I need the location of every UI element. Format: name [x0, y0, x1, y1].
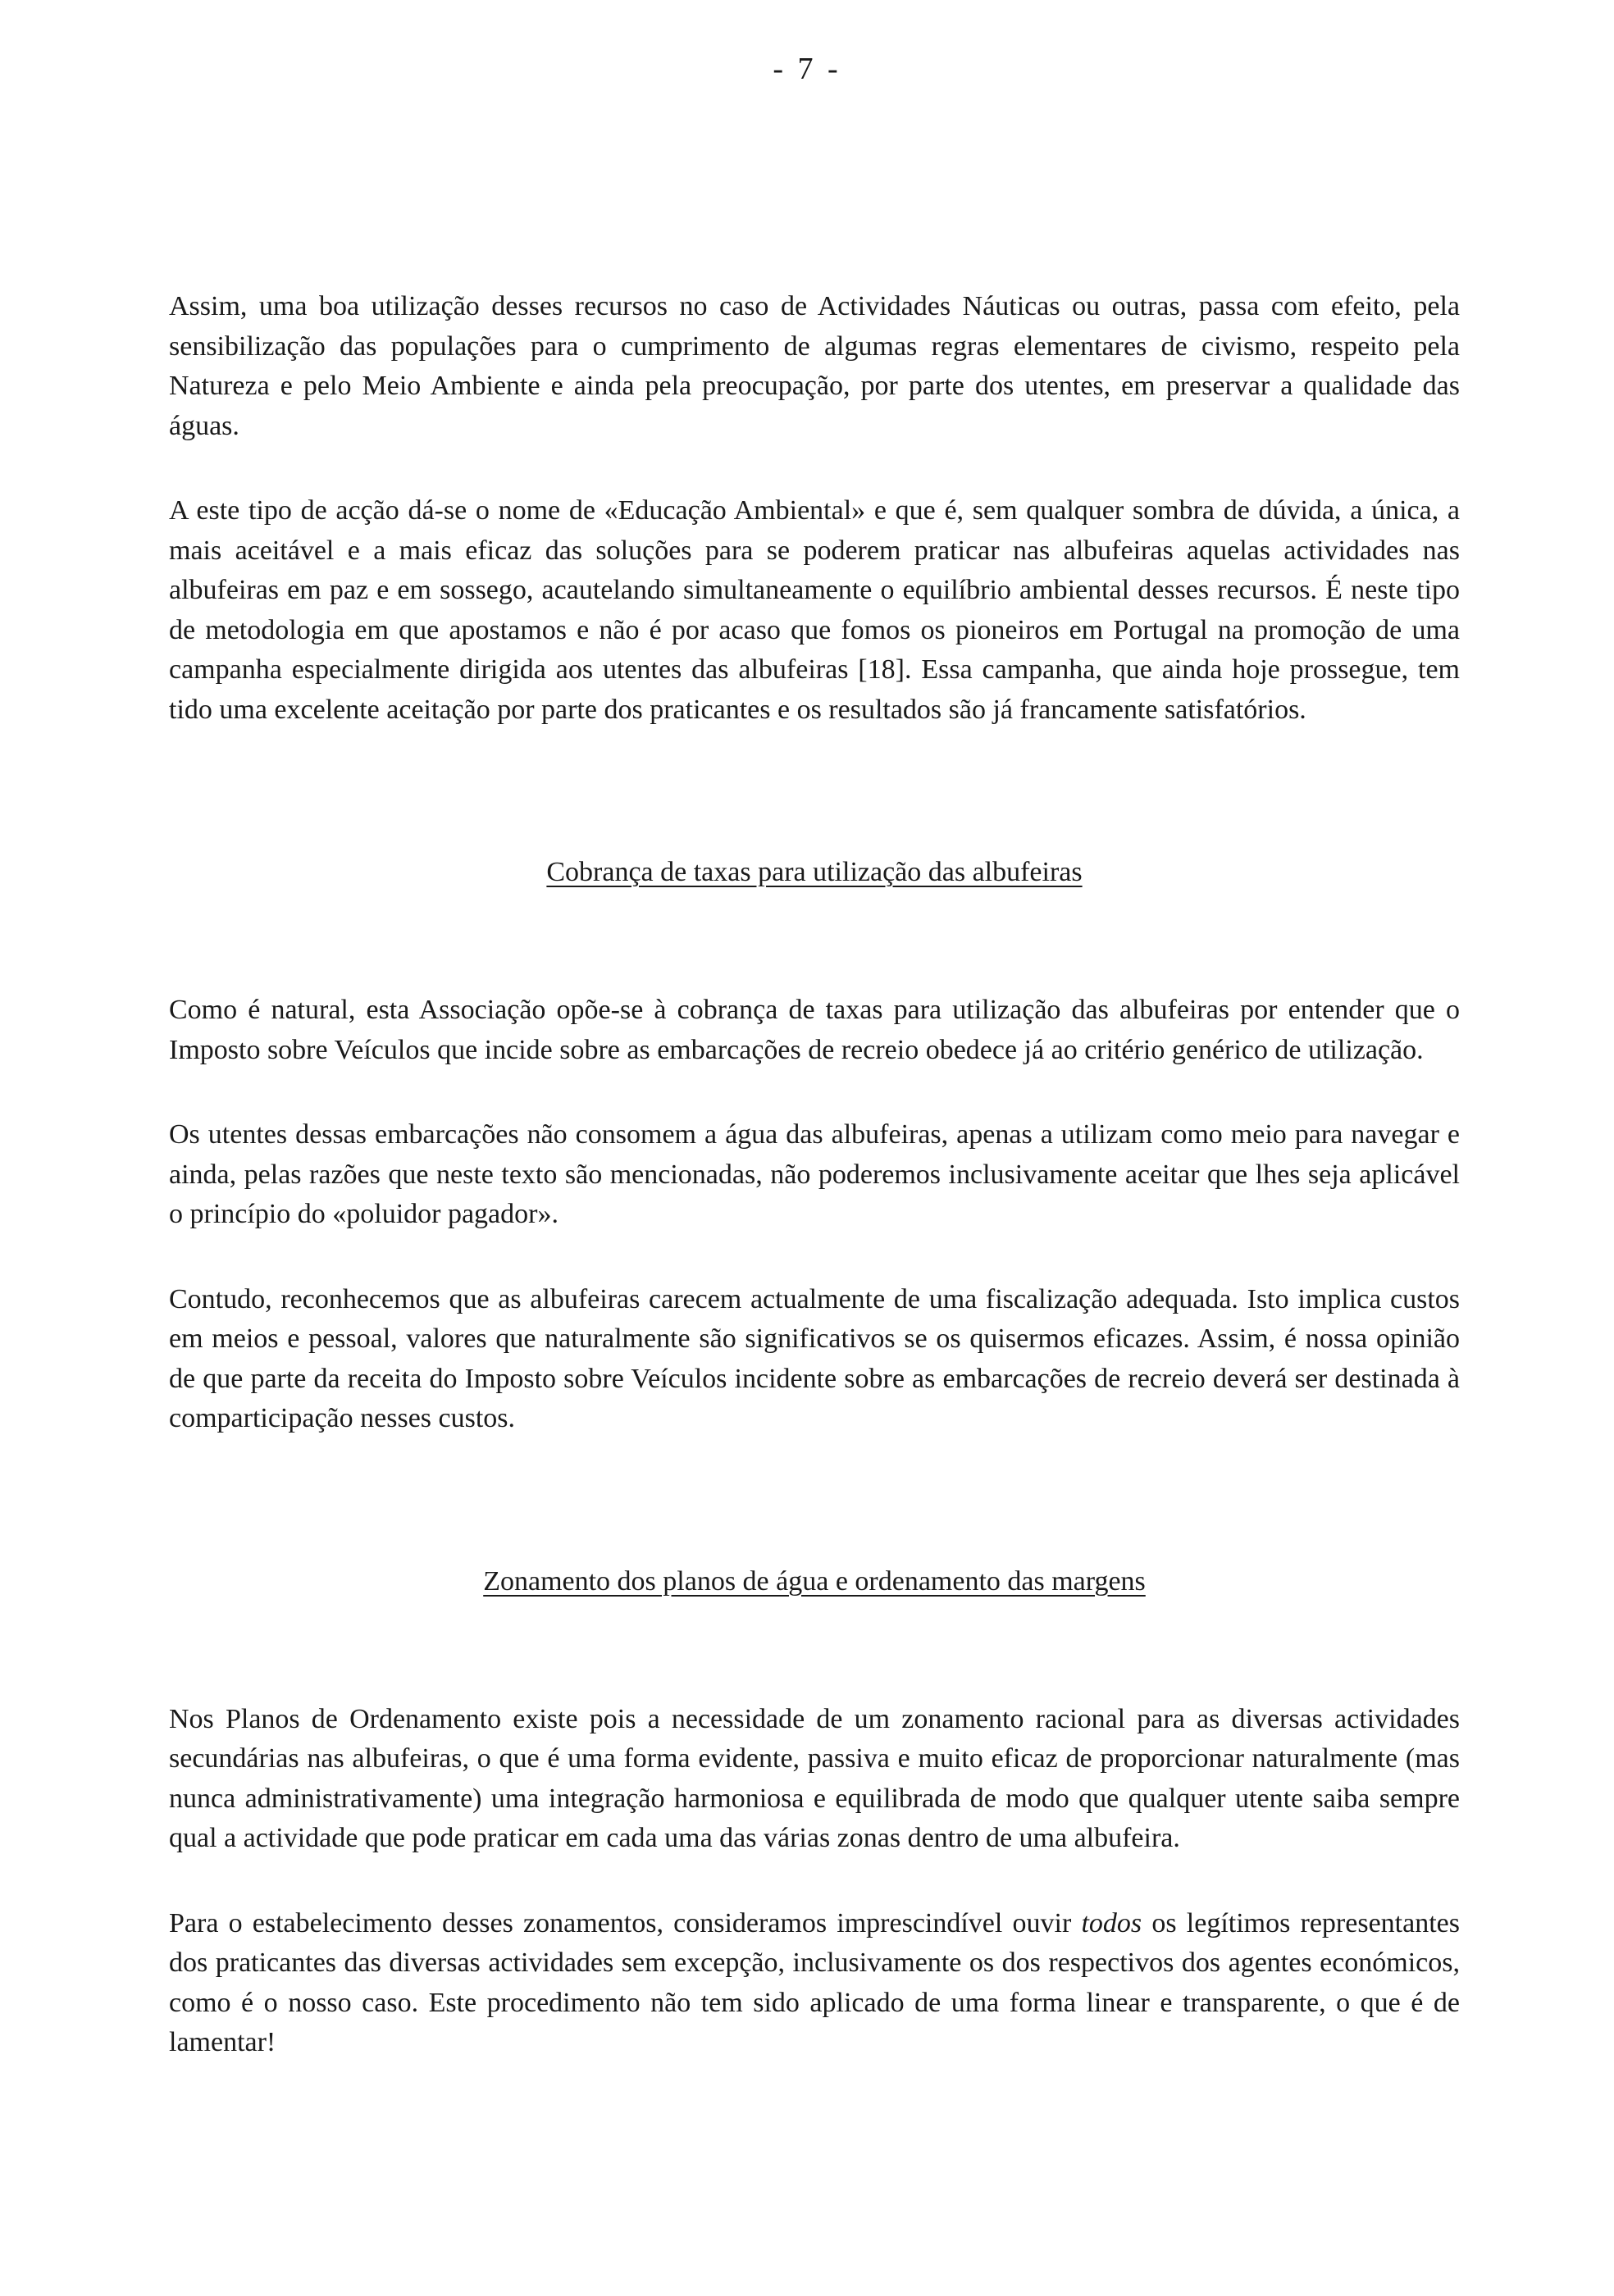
paragraph: Como é natural, esta Associação opõe-se à cobrança de taxas para utilização das albufeiras por entender que o Imposto sobre Veículos que incide sobre as embarcações de recreio obedece já ao critério genérico de utilização.	[169, 995, 1460, 1065]
text-run: Para o estabelecimento desses zonamentos, consideramos imprescindível ouvir	[169, 1907, 1082, 1938]
section-heading-zonamento: Zonamento dos planos de água e ordenamento das margens	[483, 1565, 1146, 1597]
emphasis-text: todos	[1081, 1907, 1142, 1938]
paragraph: Os utentes dessas embarcações não consomem a água das albufeiras, apenas a utilizam como meio para navegar e ainda, pelas razões que neste texto são mencionadas, não poderemos inclusivamente aceitar que lhes seja aplicável o princípio do «poluidor pagador».	[169, 1119, 1460, 1229]
paragraph: Nos Planos de Ordenamento existe pois a necessidade de um zonamento racional para as diversas actividades secundárias nas albufeiras, o que é uma forma evidente, passiva e muito eficaz de proporcionar naturalmente (mas nunca administrativamente) uma integração harmoniosa e equilibrada de modo que qualquer utente saiba sempre qual a actividade que pode praticar em cada uma das várias zonas dentro de uma albufeira.	[169, 1703, 1460, 1853]
page-number: - 7 -	[773, 52, 841, 86]
text-run: os legítimos representantes dos praticantes das diversas actividades sem excepção, inclusivamente os dos respectivos dos agentes económicos, como é o nosso caso. Este procedimento não tem sido aplicado de uma forma linear e transparente, o que é de lamentar!	[169, 1907, 1460, 2057]
paragraph: Assim, uma boa utilização desses recursos no caso de Actividades Náuticas ou outras, passa com efeito, pela sensibilização das populações para o cumprimento de algumas regras elementares de civismo, respeito pela Natureza e pelo Meio Ambiente e ainda pela preocupação, por parte dos utentes, em preservar a qualidade das águas.	[169, 291, 1460, 441]
paragraph	[169, 1904, 1460, 2063]
paragraph: A este tipo de acção dá-se o nome de «Educação Ambiental» e que é, sem qualquer sombra de dúvida, a única, a mais aceitável e a mais eficaz das soluções para se poderem praticar nas albufeiras aquelas actividades nas albufeiras em paz e em sossego, acautelando simultaneamente o equilíbrio ambiental desses recursos. É neste tipo de metodologia em que apostamos e não é por acaso que fomos os pioneiros em Portugal na promoção de uma campanha especialmente dirigida aos utentes das albufeiras [18]. Essa campanha, que ainda hoje prossegue, tem tido uma excelente aceitação por parte dos praticantes e os resultados são já francamente satisfatórios.	[169, 495, 1460, 725]
section-heading-taxas: Cobrança de taxas para utilização das albufeiras	[546, 857, 1083, 887]
paragraph: Contudo, reconhecemos que as albufeiras carecem actualmente de uma fiscalização adequada. Isto implica custos em meios e pessoal, valores que naturalmente são significativos se os quisermos eficazes. Assim, é nossa opinião de que parte da receita do Imposto sobre Veículos incidente sobre as embarcações de recreio deverá ser destinada à comparticipação nesses custos.	[169, 1283, 1460, 1433]
document-body	[169, 287, 1460, 2063]
